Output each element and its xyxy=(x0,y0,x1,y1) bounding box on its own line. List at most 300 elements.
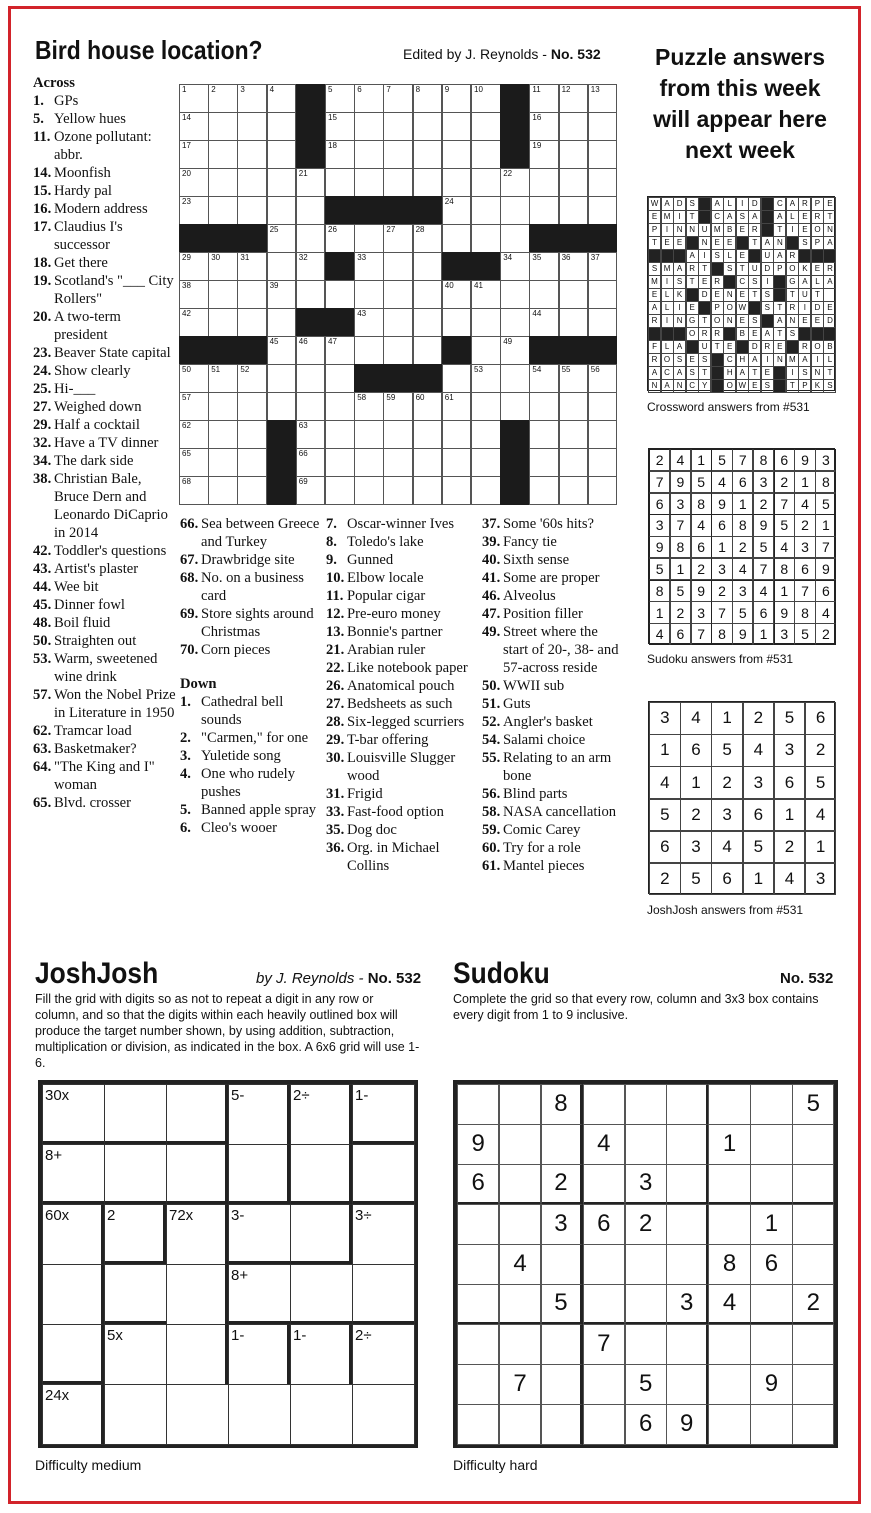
sudoku-cell[interactable] xyxy=(750,1164,792,1205)
crossword-cell[interactable] xyxy=(354,252,384,281)
crossword-cell[interactable] xyxy=(559,364,589,393)
sudoku-cell[interactable] xyxy=(583,1084,625,1125)
sudoku-cell[interactable] xyxy=(541,1244,583,1285)
crossword-cell[interactable] xyxy=(296,476,326,505)
crossword-cell[interactable] xyxy=(529,252,559,281)
crossword-cell[interactable] xyxy=(179,476,209,505)
sudoku-cell[interactable] xyxy=(708,1404,750,1445)
joshjosh-cell[interactable] xyxy=(166,1264,229,1325)
sudoku-cell[interactable] xyxy=(792,1164,834,1205)
sudoku-cell[interactable] xyxy=(499,1124,541,1165)
joshjosh-cell[interactable] xyxy=(42,1384,105,1445)
crossword-cell[interactable] xyxy=(267,280,297,309)
crossword-cell[interactable] xyxy=(325,280,355,309)
sudoku-cell[interactable] xyxy=(625,1284,667,1325)
crossword-cell[interactable] xyxy=(529,196,559,225)
crossword-cell[interactable] xyxy=(179,280,209,309)
sudoku-cell[interactable] xyxy=(541,1124,583,1165)
crossword-cell[interactable] xyxy=(413,140,443,169)
crossword-cell[interactable] xyxy=(471,336,501,365)
crossword-cell[interactable] xyxy=(267,168,297,197)
sudoku-cell[interactable]: 3 xyxy=(625,1164,667,1205)
sudoku-cell[interactable]: 4 xyxy=(499,1244,541,1285)
crossword-cell[interactable] xyxy=(354,280,384,309)
crossword-cell[interactable] xyxy=(588,280,618,309)
sudoku-cell[interactable]: 3 xyxy=(666,1284,708,1325)
crossword-cell[interactable] xyxy=(500,224,530,253)
sudoku-cell[interactable] xyxy=(750,1324,792,1365)
crossword-cell[interactable] xyxy=(237,168,267,197)
crossword-cell[interactable] xyxy=(529,308,559,337)
crossword-cell[interactable] xyxy=(296,196,326,225)
crossword-cell[interactable] xyxy=(325,476,355,505)
crossword-cell[interactable] xyxy=(471,476,501,505)
crossword-cell[interactable] xyxy=(237,140,267,169)
crossword-cell[interactable] xyxy=(588,364,618,393)
crossword-cell[interactable] xyxy=(354,140,384,169)
crossword-cell[interactable] xyxy=(296,420,326,449)
crossword-cell[interactable] xyxy=(325,140,355,169)
joshjosh-cell[interactable] xyxy=(228,1384,291,1445)
crossword-cell[interactable] xyxy=(413,84,443,113)
crossword-cell[interactable] xyxy=(208,280,238,309)
crossword-cell[interactable] xyxy=(267,336,297,365)
sudoku-cell[interactable]: 8 xyxy=(708,1244,750,1285)
crossword-cell[interactable] xyxy=(500,392,530,421)
joshjosh-cell[interactable] xyxy=(228,1144,291,1205)
crossword-cell[interactable] xyxy=(588,476,618,505)
sudoku-cell[interactable] xyxy=(457,1204,499,1245)
crossword-cell[interactable] xyxy=(500,252,530,281)
crossword-cell[interactable] xyxy=(237,364,267,393)
sudoku-cell[interactable] xyxy=(583,1164,625,1205)
crossword-cell[interactable] xyxy=(588,112,618,141)
crossword-cell[interactable] xyxy=(559,168,589,197)
crossword-cell[interactable] xyxy=(208,112,238,141)
joshjosh-cell[interactable] xyxy=(166,1144,229,1205)
crossword-cell[interactable] xyxy=(471,364,501,393)
crossword-cell[interactable] xyxy=(208,168,238,197)
crossword-cell[interactable] xyxy=(529,84,559,113)
crossword-cell[interactable] xyxy=(383,168,413,197)
crossword-cell[interactable] xyxy=(471,392,501,421)
sudoku-cell[interactable] xyxy=(792,1324,834,1365)
crossword-cell[interactable] xyxy=(179,168,209,197)
crossword-cell[interactable] xyxy=(383,336,413,365)
sudoku-cell[interactable]: 2 xyxy=(792,1284,834,1325)
sudoku-cell[interactable] xyxy=(666,1244,708,1285)
crossword-cell[interactable] xyxy=(471,280,501,309)
joshjosh-cell[interactable] xyxy=(290,1084,353,1145)
crossword-cell[interactable] xyxy=(442,112,472,141)
crossword-cell[interactable] xyxy=(559,196,589,225)
joshjosh-cell[interactable] xyxy=(352,1084,415,1145)
crossword-cell[interactable] xyxy=(179,140,209,169)
sudoku-cell[interactable] xyxy=(583,1284,625,1325)
crossword-cell[interactable] xyxy=(471,420,501,449)
crossword-cell[interactable] xyxy=(559,308,589,337)
crossword-cell[interactable] xyxy=(237,280,267,309)
sudoku-cell[interactable] xyxy=(499,1284,541,1325)
sudoku-cell[interactable]: 3 xyxy=(541,1204,583,1245)
crossword-cell[interactable] xyxy=(267,224,297,253)
sudoku-cell[interactable] xyxy=(708,1364,750,1405)
crossword-cell[interactable] xyxy=(383,224,413,253)
crossword-cell[interactable] xyxy=(383,476,413,505)
crossword-cell[interactable] xyxy=(237,84,267,113)
crossword-cell[interactable] xyxy=(442,280,472,309)
sudoku-cell[interactable] xyxy=(792,1204,834,1245)
joshjosh-cell[interactable] xyxy=(352,1204,415,1265)
sudoku-cell[interactable] xyxy=(792,1364,834,1405)
crossword-cell[interactable] xyxy=(442,392,472,421)
crossword-cell[interactable] xyxy=(383,252,413,281)
crossword-cell[interactable] xyxy=(208,252,238,281)
sudoku-cell[interactable]: 6 xyxy=(457,1164,499,1205)
joshjosh-cell[interactable] xyxy=(104,1144,167,1205)
crossword-cell[interactable] xyxy=(559,392,589,421)
sudoku-cell[interactable] xyxy=(625,1324,667,1365)
sudoku-cell[interactable] xyxy=(708,1084,750,1125)
joshjosh-cell[interactable] xyxy=(352,1324,415,1385)
crossword-cell[interactable] xyxy=(588,196,618,225)
crossword-cell[interactable] xyxy=(325,420,355,449)
crossword-cell[interactable] xyxy=(500,196,530,225)
joshjosh-cell[interactable] xyxy=(104,1384,167,1445)
joshjosh-cell[interactable] xyxy=(166,1084,229,1145)
sudoku-cell[interactable]: 7 xyxy=(499,1364,541,1405)
sudoku-cell[interactable] xyxy=(457,1404,499,1445)
sudoku-cell[interactable]: 2 xyxy=(625,1204,667,1245)
crossword-cell[interactable] xyxy=(267,84,297,113)
crossword-cell[interactable] xyxy=(559,476,589,505)
sudoku-cell[interactable] xyxy=(792,1404,834,1445)
crossword-cell[interactable] xyxy=(588,448,618,477)
crossword-cell[interactable] xyxy=(413,280,443,309)
joshjosh-cell[interactable] xyxy=(42,1324,105,1385)
sudoku-cell[interactable]: 9 xyxy=(457,1124,499,1165)
sudoku-cell[interactable] xyxy=(499,1204,541,1245)
sudoku-cell[interactable]: 4 xyxy=(708,1284,750,1325)
crossword-cell[interactable] xyxy=(325,112,355,141)
crossword-cell[interactable] xyxy=(442,448,472,477)
crossword-cell[interactable] xyxy=(208,84,238,113)
crossword-cell[interactable] xyxy=(354,336,384,365)
sudoku-cell[interactable]: 6 xyxy=(750,1244,792,1285)
crossword-cell[interactable] xyxy=(442,168,472,197)
crossword-cell[interactable] xyxy=(588,420,618,449)
crossword-cell[interactable] xyxy=(354,84,384,113)
crossword-cell[interactable] xyxy=(413,476,443,505)
crossword-cell[interactable] xyxy=(296,336,326,365)
crossword-cell[interactable] xyxy=(529,140,559,169)
sudoku-cell[interactable] xyxy=(499,1164,541,1205)
crossword-cell[interactable] xyxy=(325,392,355,421)
crossword-cell[interactable] xyxy=(529,112,559,141)
crossword-cell[interactable] xyxy=(354,308,384,337)
sudoku-cell[interactable]: 5 xyxy=(792,1084,834,1125)
crossword-cell[interactable] xyxy=(296,252,326,281)
crossword-cell[interactable] xyxy=(267,308,297,337)
sudoku-cell[interactable] xyxy=(457,1364,499,1405)
joshjosh-cell[interactable] xyxy=(104,1084,167,1145)
joshjosh-cell[interactable] xyxy=(352,1264,415,1325)
crossword-cell[interactable] xyxy=(325,364,355,393)
crossword-cell[interactable] xyxy=(383,448,413,477)
crossword-cell[interactable] xyxy=(237,476,267,505)
crossword-cell[interactable] xyxy=(208,448,238,477)
crossword-cell[interactable] xyxy=(442,196,472,225)
crossword-cell[interactable] xyxy=(413,112,443,141)
crossword-cell[interactable] xyxy=(588,308,618,337)
crossword-cell[interactable] xyxy=(413,420,443,449)
joshjosh-cell[interactable] xyxy=(104,1204,167,1265)
crossword-cell[interactable] xyxy=(325,448,355,477)
sudoku-cell[interactable] xyxy=(792,1244,834,1285)
crossword-cell[interactable] xyxy=(179,364,209,393)
sudoku-cell[interactable] xyxy=(457,1084,499,1125)
crossword-cell[interactable] xyxy=(354,112,384,141)
sudoku-cell[interactable] xyxy=(541,1364,583,1405)
sudoku-cell[interactable]: 8 xyxy=(541,1084,583,1125)
crossword-cell[interactable] xyxy=(267,196,297,225)
joshjosh-cell[interactable] xyxy=(352,1384,415,1445)
sudoku-cell[interactable] xyxy=(499,1084,541,1125)
crossword-cell[interactable] xyxy=(179,420,209,449)
joshjosh-cell[interactable] xyxy=(42,1084,105,1145)
crossword-cell[interactable] xyxy=(354,392,384,421)
sudoku-cell[interactable]: 1 xyxy=(750,1204,792,1245)
sudoku-cell[interactable] xyxy=(750,1124,792,1165)
sudoku-cell[interactable] xyxy=(708,1164,750,1205)
sudoku-cell[interactable] xyxy=(625,1244,667,1285)
sudoku-cell[interactable]: 7 xyxy=(583,1324,625,1365)
joshjosh-cell[interactable] xyxy=(290,1384,353,1445)
crossword-cell[interactable] xyxy=(296,364,326,393)
crossword-cell[interactable] xyxy=(267,252,297,281)
crossword-cell[interactable] xyxy=(208,420,238,449)
crossword-cell[interactable] xyxy=(354,448,384,477)
sudoku-cell[interactable] xyxy=(666,1204,708,1245)
crossword-cell[interactable] xyxy=(296,224,326,253)
crossword-cell[interactable] xyxy=(442,420,472,449)
crossword-cell[interactable] xyxy=(325,224,355,253)
crossword-cell[interactable] xyxy=(383,84,413,113)
crossword-cell[interactable] xyxy=(179,84,209,113)
crossword-cell[interactable] xyxy=(500,336,530,365)
crossword-cell[interactable] xyxy=(208,364,238,393)
crossword-cell[interactable] xyxy=(413,448,443,477)
joshjosh-cell[interactable] xyxy=(42,1144,105,1205)
sudoku-cell[interactable] xyxy=(583,1364,625,1405)
sudoku-cell[interactable] xyxy=(625,1084,667,1125)
sudoku-cell[interactable] xyxy=(499,1324,541,1365)
crossword-cell[interactable] xyxy=(296,448,326,477)
sudoku-cell[interactable] xyxy=(583,1404,625,1445)
crossword-cell[interactable] xyxy=(588,84,618,113)
crossword-cell[interactable] xyxy=(559,112,589,141)
crossword-cell[interactable] xyxy=(179,448,209,477)
crossword-cell[interactable] xyxy=(559,140,589,169)
crossword-cell[interactable] xyxy=(588,392,618,421)
crossword-cell[interactable] xyxy=(325,168,355,197)
crossword-cell[interactable] xyxy=(237,112,267,141)
joshjosh-cell[interactable] xyxy=(290,1144,353,1205)
crossword-cell[interactable] xyxy=(208,140,238,169)
crossword-cell[interactable] xyxy=(354,168,384,197)
crossword-cell[interactable] xyxy=(237,448,267,477)
sudoku-cell[interactable]: 1 xyxy=(708,1124,750,1165)
crossword-cell[interactable] xyxy=(354,420,384,449)
crossword-cell[interactable] xyxy=(529,168,559,197)
crossword-cell[interactable] xyxy=(325,84,355,113)
crossword-cell[interactable] xyxy=(267,392,297,421)
crossword-cell[interactable] xyxy=(471,168,501,197)
crossword-cell[interactable] xyxy=(471,196,501,225)
sudoku-cell[interactable]: 6 xyxy=(583,1204,625,1245)
crossword-cell[interactable] xyxy=(529,364,559,393)
crossword-cell[interactable] xyxy=(237,392,267,421)
crossword-cell[interactable] xyxy=(208,476,238,505)
crossword-cell[interactable] xyxy=(296,168,326,197)
sudoku-cell[interactable] xyxy=(750,1084,792,1125)
crossword-cell[interactable] xyxy=(237,196,267,225)
crossword-cell[interactable] xyxy=(471,308,501,337)
sudoku-cell[interactable] xyxy=(666,1324,708,1365)
crossword-cell[interactable] xyxy=(471,224,501,253)
sudoku-cell[interactable]: 6 xyxy=(625,1404,667,1445)
sudoku-cell[interactable] xyxy=(457,1324,499,1365)
sudoku-cell[interactable] xyxy=(666,1084,708,1125)
sudoku-cell[interactable] xyxy=(541,1404,583,1445)
crossword-cell[interactable] xyxy=(442,364,472,393)
sudoku-cell[interactable] xyxy=(792,1124,834,1165)
joshjosh-cell[interactable] xyxy=(228,1204,291,1265)
joshjosh-cell[interactable] xyxy=(166,1204,229,1265)
sudoku-cell[interactable]: 9 xyxy=(666,1404,708,1445)
sudoku-cell[interactable] xyxy=(666,1124,708,1165)
joshjosh-cell[interactable] xyxy=(290,1204,353,1265)
crossword-cell[interactable] xyxy=(442,84,472,113)
crossword-cell[interactable] xyxy=(296,392,326,421)
sudoku-cell[interactable] xyxy=(499,1404,541,1445)
sudoku-cell[interactable] xyxy=(708,1204,750,1245)
sudoku-cell[interactable] xyxy=(708,1324,750,1365)
crossword-cell[interactable] xyxy=(267,140,297,169)
crossword-cell[interactable] xyxy=(413,252,443,281)
crossword-cell[interactable] xyxy=(500,280,530,309)
crossword-cell[interactable] xyxy=(413,392,443,421)
crossword-cell[interactable] xyxy=(588,252,618,281)
sudoku-cell[interactable] xyxy=(541,1324,583,1365)
joshjosh-cell[interactable] xyxy=(290,1264,353,1325)
crossword-cell[interactable] xyxy=(413,336,443,365)
joshjosh-cell[interactable] xyxy=(104,1264,167,1325)
crossword-cell[interactable] xyxy=(296,280,326,309)
crossword-cell[interactable] xyxy=(383,280,413,309)
crossword-cell[interactable] xyxy=(413,224,443,253)
joshjosh-cell[interactable] xyxy=(290,1324,353,1385)
sudoku-cell[interactable]: 2 xyxy=(541,1164,583,1205)
crossword-cell[interactable] xyxy=(267,112,297,141)
crossword-cell[interactable] xyxy=(559,448,589,477)
crossword-cell[interactable] xyxy=(267,364,297,393)
crossword-cell[interactable] xyxy=(529,392,559,421)
crossword-cell[interactable] xyxy=(500,308,530,337)
sudoku-cell[interactable]: 5 xyxy=(625,1364,667,1405)
crossword-cell[interactable] xyxy=(383,420,413,449)
sudoku-cell[interactable]: 5 xyxy=(541,1284,583,1325)
crossword-cell[interactable] xyxy=(500,364,530,393)
crossword-cell[interactable] xyxy=(383,308,413,337)
crossword-cell[interactable] xyxy=(179,112,209,141)
crossword-cell[interactable] xyxy=(529,280,559,309)
crossword-cell[interactable] xyxy=(559,84,589,113)
crossword-cell[interactable] xyxy=(179,196,209,225)
crossword-cell[interactable] xyxy=(383,112,413,141)
sudoku-cell[interactable]: 4 xyxy=(583,1124,625,1165)
sudoku-cell[interactable] xyxy=(583,1244,625,1285)
sudoku-cell[interactable] xyxy=(666,1364,708,1405)
sudoku-cell[interactable] xyxy=(666,1164,708,1205)
crossword-cell[interactable] xyxy=(208,392,238,421)
crossword-cell[interactable] xyxy=(383,392,413,421)
crossword-cell[interactable] xyxy=(559,420,589,449)
crossword-cell[interactable] xyxy=(559,280,589,309)
sudoku-cell[interactable] xyxy=(750,1404,792,1445)
crossword-cell[interactable] xyxy=(325,336,355,365)
crossword-cell[interactable] xyxy=(413,168,443,197)
sudoku-cell[interactable]: 9 xyxy=(750,1364,792,1405)
joshjosh-cell[interactable] xyxy=(42,1204,105,1265)
crossword-cell[interactable] xyxy=(208,308,238,337)
crossword-cell[interactable] xyxy=(237,308,267,337)
crossword-cell[interactable] xyxy=(588,140,618,169)
crossword-cell[interactable] xyxy=(559,252,589,281)
crossword-cell[interactable] xyxy=(471,84,501,113)
crossword-cell[interactable] xyxy=(471,140,501,169)
crossword-cell[interactable] xyxy=(237,420,267,449)
crossword-cell[interactable] xyxy=(529,420,559,449)
joshjosh-cell[interactable] xyxy=(228,1264,291,1325)
crossword-cell[interactable] xyxy=(413,308,443,337)
crossword-cell[interactable] xyxy=(354,476,384,505)
crossword-cell[interactable] xyxy=(179,392,209,421)
joshjosh-cell[interactable] xyxy=(228,1084,291,1145)
crossword-cell[interactable] xyxy=(383,140,413,169)
sudoku-cell[interactable] xyxy=(457,1244,499,1285)
crossword-cell[interactable] xyxy=(529,476,559,505)
crossword-cell[interactable] xyxy=(237,252,267,281)
sudoku-cell[interactable] xyxy=(750,1284,792,1325)
crossword-cell[interactable] xyxy=(529,448,559,477)
crossword-cell[interactable] xyxy=(179,308,209,337)
crossword-cell[interactable] xyxy=(442,140,472,169)
crossword-cell[interactable] xyxy=(442,476,472,505)
joshjosh-cell[interactable] xyxy=(352,1144,415,1205)
sudoku-cell[interactable] xyxy=(457,1284,499,1325)
crossword-cell[interactable] xyxy=(471,448,501,477)
joshjosh-cell[interactable] xyxy=(166,1384,229,1445)
crossword-cell[interactable] xyxy=(354,224,384,253)
crossword-cell[interactable] xyxy=(500,168,530,197)
crossword-cell[interactable] xyxy=(179,252,209,281)
joshjosh-cell[interactable] xyxy=(42,1264,105,1325)
crossword-cell[interactable] xyxy=(442,224,472,253)
joshjosh-cell[interactable] xyxy=(166,1324,229,1385)
crossword-cell[interactable] xyxy=(588,168,618,197)
sudoku-cell[interactable] xyxy=(625,1124,667,1165)
